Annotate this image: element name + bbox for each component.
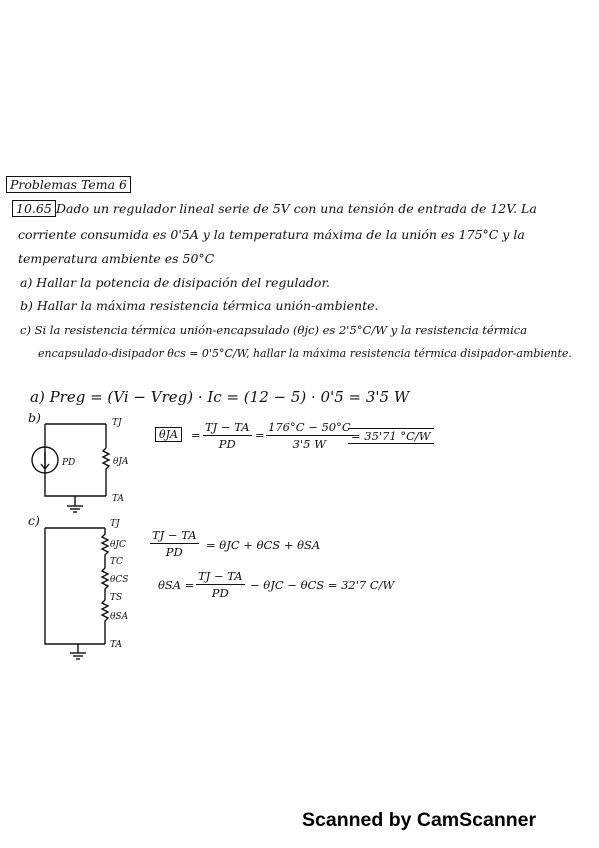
problem-number: 10.65 bbox=[12, 200, 56, 217]
solution-b-fraction-1 bbox=[203, 420, 252, 451]
circuit-b-ta-label: TA bbox=[112, 494, 125, 504]
solution-b-fraction-1-numerator: TJ − TA bbox=[205, 420, 250, 434]
scanner-watermark: Scanned by CamScanner bbox=[302, 809, 537, 831]
circuit-b-tj-label: TJ bbox=[112, 418, 122, 428]
page-title: Problemas Tema 6 bbox=[6, 176, 131, 193]
problem-line-2: corriente consumida es 0'5A y la temperatura máxima de la unión es 175°C y la bbox=[18, 227, 525, 242]
circuit-c-tj-label: TJ bbox=[110, 519, 120, 529]
thermal-circuit-b bbox=[30, 418, 120, 518]
solution-b-result: = 35'71 °C/W bbox=[348, 428, 434, 444]
solution-b-lhs: θJA bbox=[155, 427, 182, 442]
solution-c-label: c) bbox=[28, 513, 40, 528]
solution-b-label: b) bbox=[28, 410, 41, 425]
solution-b-fraction-2-numerator: 176°C − 50°C bbox=[268, 420, 351, 434]
solution-c-fraction-numerator: TJ − TA bbox=[152, 528, 197, 542]
problem-line-1: Dado un regulador lineal serie de 5V con una tensión de entrada de 12V. La bbox=[56, 201, 537, 216]
solution-c-equation: = θJC + θCS + θSA bbox=[206, 538, 321, 552]
solution-c2-fraction-denominator: PD bbox=[211, 586, 229, 600]
part-c-question-line-2: encapsulado-disipador θcs = 0'5°C/W, hallar la máxima resistencia térmica disipador-ambiente. bbox=[38, 347, 572, 360]
solution-c2-equation: − θJC − θCS = 32'7 C/W bbox=[250, 578, 395, 592]
circuit-b-resistor-label: θJA bbox=[113, 457, 129, 467]
circuit-c-rcs-label: θCS bbox=[110, 575, 129, 585]
circuit-c-ta-label: TA bbox=[110, 640, 123, 650]
circuit-c-rsa-label: θSA bbox=[110, 612, 129, 622]
solution-c-fraction-denominator: PD bbox=[165, 545, 183, 559]
circuit-b-pd-label: PD bbox=[62, 458, 76, 468]
solution-b-equals-2: = bbox=[255, 428, 265, 442]
problem-line-3: temperatura ambiente es 50°C bbox=[18, 251, 215, 266]
circuit-c-ts-label: TS bbox=[110, 593, 123, 603]
solution-a: a) Preg = (Vi − Vreg) · Ic = (12 − 5) · 0'5 = 3'5 W bbox=[30, 388, 410, 406]
part-a-question: a) Hallar la potencia de disipación del regulador. bbox=[20, 275, 331, 290]
solution-b-fraction-1-denominator: PD bbox=[218, 437, 236, 451]
solution-b-equals-1: = bbox=[191, 428, 201, 442]
solution-b-fraction-2 bbox=[266, 420, 353, 451]
solution-c-fraction bbox=[150, 528, 199, 559]
solution-b-fraction-2-denominator: 3'5 W bbox=[292, 437, 326, 451]
circuit-c-rjc-label: θJC bbox=[110, 540, 126, 550]
circuit-c-tc-label: TC bbox=[110, 557, 123, 567]
solution-c2-fraction-numerator: TJ − TA bbox=[198, 569, 243, 583]
part-c-question-line-1: c) Si la resistencia térmica unión-encapsulado (θjc) es 2'5°C/W y la resistencia térmica bbox=[20, 323, 528, 337]
solution-c2-lhs: θSA = bbox=[158, 578, 195, 592]
solution-c2-fraction bbox=[196, 569, 245, 600]
part-b-question: b) Hallar la máxima resistencia térmica unión-ambiente. bbox=[20, 298, 379, 313]
